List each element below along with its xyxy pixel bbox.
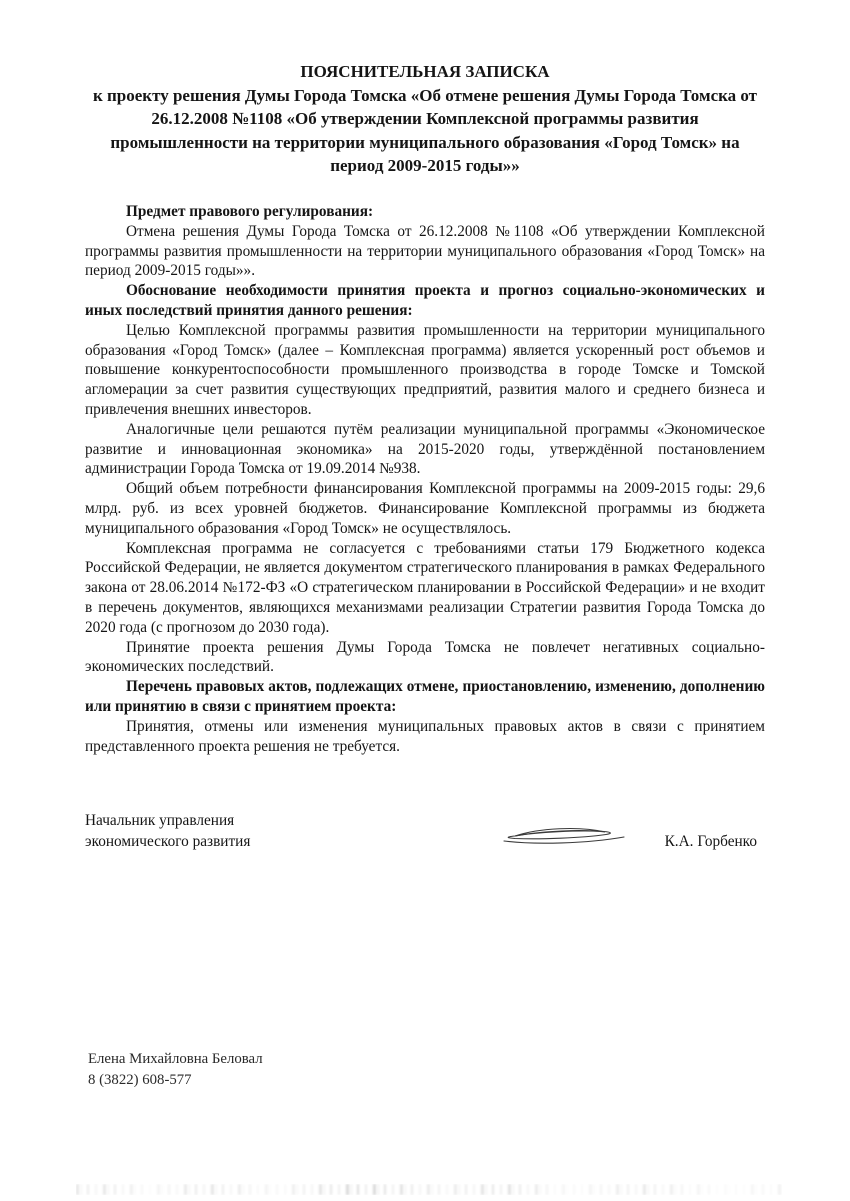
section-heading-legal-acts: Перечень правовых актов, подлежащих отмене, приостановлению, изменению, дополнению или принятию в связи с принятием проекта:	[85, 678, 765, 715]
signatory-position-line2: экономического развития	[85, 833, 251, 850]
paragraph-goal: Целью Комплексной программы развития промышленности на территории муниципального образования «Город Томск» (далее – Комплексная программа) является ускоренный рост объемов и повышение конкурентоспособности промышленного производства в городе Томске и Томской агломерации за счет развития существующих предприятий, развития малого и среднего бизнеса и привлечения внешних инвесторов.	[85, 321, 765, 418]
executor-contact-block	[88, 1049, 263, 1091]
paragraph-legal-acts: Принятия, отмены или изменения муниципальных правовых актов в связи с принятием представленного проекта решения не требуется.	[85, 717, 765, 755]
signature-block	[85, 810, 765, 862]
paragraph-consequences: Принятие проекта решения Думы Города Томска не повлечет негативных социально-экономических последствий.	[85, 638, 765, 676]
document-title: ПОЯСНИТЕЛЬНАЯ ЗАПИСКА	[300, 62, 550, 81]
document-subtitle: к проекту решения Думы Города Томска «Об отмене решения Думы Города Томска от 26.12.2008 №1108 «Об утверждении Комплексной программы развития промышленности на территории муниципального образования «Город Томск» на период 2009-2015 годы»»	[92, 85, 758, 176]
section-heading-subject: Предмет правового регулирования:	[126, 203, 374, 220]
paragraph-funding: Общий объем потребности финансирования Комплексной программы на 2009-2015 годы: 29,6 млрд. руб. из всех уровней бюджетов. Финансирование Комплексной программы из бюджета муниципального образования «Город Томск» не осуществлялось.	[85, 480, 765, 537]
signatory-name: К.А. Горбенко	[664, 833, 757, 850]
paragraph-noncompliance: Комплексная программа не согласуется с требованиями статьи 179 Бюджетного кодекса Российской Федерации, не является документом стратегического планирования в рамках Федерального закона от 28.06.2014 №172-ФЗ «О стратегическом планировании в Российской Федерации» и не входит в перечень документов, являющихся механизмами реализации Стратегии развития Города Томска до 2020 года (с прогнозом до 2030 года).	[85, 539, 765, 636]
paragraph-cancellation: Отмена решения Думы Города Томска от 26.12.2008 №1108 «Об утверждении Комплексной программы развития промышленности на территории муниципального образования «Город Томск» на период 2009-2015 годы»».	[85, 222, 765, 280]
signatory-position-line1: Начальник управления	[85, 812, 235, 829]
document-title-block	[85, 60, 765, 178]
document-body	[85, 202, 765, 756]
signatory-position	[85, 810, 250, 852]
section-heading-justification: Обоснование необходимости принятия проекта и прогноз социально-экономических и иных последствий принятия данного решения:	[85, 282, 765, 319]
executor-phone: 8 (3822) 608-577	[88, 1072, 192, 1088]
executor-name: Елена Михайловна Беловал	[88, 1051, 263, 1067]
scan-artifact	[76, 1184, 782, 1195]
handwritten-signature-icon	[501, 822, 633, 850]
paragraph-similar-goals: Аналогичные цели решаются путём реализации муниципальной программы «Экономическое развитие и инновационная экономика» на 2015-2020 годы, утверждённой постановлением администрации Города Томска от 19.09.2014 №938.	[85, 420, 765, 478]
